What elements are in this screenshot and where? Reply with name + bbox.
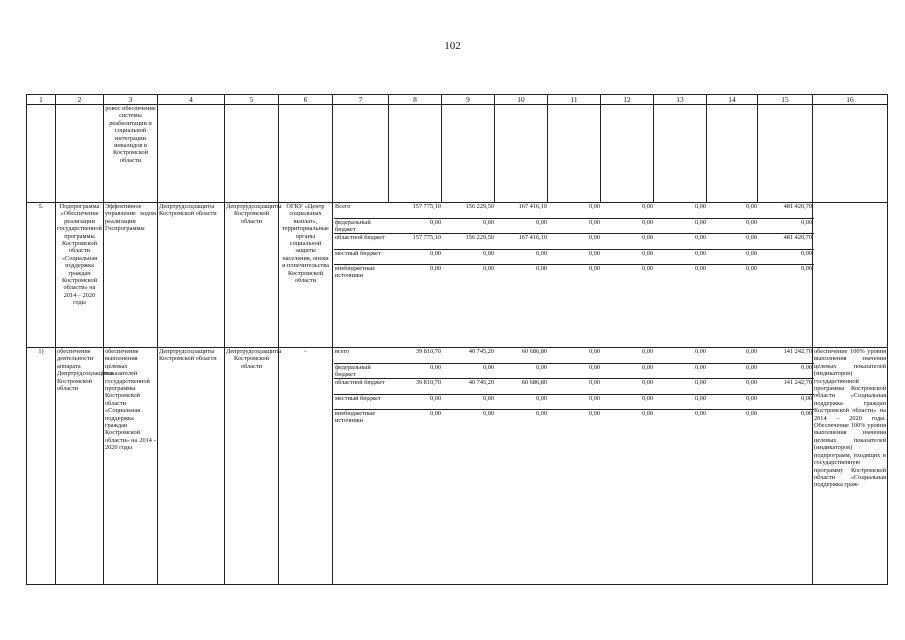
funding-amount: 481 420,70 [759, 203, 814, 218]
funding-amount: 0,00 [800, 410, 812, 417]
funding-amount: 0,00 [655, 203, 708, 218]
table-cell [279, 105, 333, 203]
funding-source-name: внебюджетные источники [335, 410, 376, 424]
coexecutor-cell: Депртрудсоцзащиты Костромской области [225, 348, 279, 585]
coexecutor-cell: Депртрудсоцзащиты Костромской области [225, 203, 279, 348]
table-cell [813, 105, 888, 203]
header-cell: 16 [813, 95, 888, 105]
header-cell: 15 [758, 95, 813, 105]
table-cell [813, 203, 888, 348]
funding-amount: 0,00 [708, 203, 759, 218]
funding-amount: 0,00 [602, 218, 655, 234]
funding-amount: 0,00 [655, 394, 708, 410]
funding-amount: 0,00 [588, 265, 600, 272]
table-header-row [27, 95, 888, 105]
budget-table [26, 94, 888, 585]
header-cell: 7 [333, 95, 389, 105]
funding-source-row [334, 265, 814, 280]
funding-amount: 0,00 [655, 218, 708, 234]
funding-amount: 0,00 [443, 218, 496, 234]
table-row [27, 105, 888, 203]
table-cell [389, 105, 442, 203]
funding-subtable [334, 203, 814, 280]
funding-amount: 0,00 [482, 265, 494, 272]
funding-subtable [334, 348, 814, 425]
table-cell [707, 105, 758, 203]
header-cell: 13 [654, 95, 707, 105]
funding-amount: 0,00 [602, 363, 655, 379]
table-cell [27, 105, 56, 203]
header-cell: 5 [225, 95, 279, 105]
funding-amount: 0,00 [602, 249, 655, 265]
funding-amount: 0,00 [655, 234, 708, 250]
funding-amount: 0,00 [549, 234, 602, 250]
funding-amount: 156 229,50 [443, 234, 496, 250]
table-cell [758, 105, 813, 203]
funding-amount: 0,00 [496, 394, 549, 410]
funding-source-name: Всего [334, 203, 390, 218]
funding-amount: 0,00 [602, 394, 655, 410]
indicator-cell: обеспечение 100% уровня выполнения значения целевых показателей (индикаторов) государственной программы Костромской области «Социальная поддержка граждан Костромской области» на 2014 – 2020 годы. Обеспечение 100% уровня выполнения значения целевых показателей (индикаторов) подпрограмм, входящих в государственную программу Костромской области «Социальная поддержка граж- [813, 348, 888, 585]
funding-amount: 0,00 [708, 348, 759, 363]
table-cell [548, 105, 601, 203]
funding-amount: 0,00 [482, 410, 494, 417]
funding-source-name: местный бюджет [334, 394, 390, 410]
funding-amount: 0,00 [759, 249, 814, 265]
table-cell [56, 105, 104, 203]
page-number: 102 [444, 40, 461, 52]
funding-amount: 0,00 [655, 249, 708, 265]
funding-amount: 0,00 [429, 410, 441, 417]
funding-source-name: федеральный бюджет [334, 363, 390, 379]
header-cell: 14 [707, 95, 758, 105]
funding-amount: 0,00 [549, 363, 602, 379]
funding-source-row [334, 203, 814, 218]
header-cell: 10 [495, 95, 548, 105]
header-cell: 9 [442, 95, 495, 105]
funding-amount: 0,00 [602, 203, 655, 218]
funding-amount: 39 810,70 [390, 379, 443, 395]
header-cell: 8 [389, 95, 442, 105]
funding-amount: 167 416,10 [496, 234, 549, 250]
header-cell: 3 [104, 95, 158, 105]
funding-amount: 0,00 [549, 203, 602, 218]
funding-source-row [334, 234, 814, 250]
table-cell [442, 105, 495, 203]
funding-amount: 0,00 [641, 410, 653, 417]
funding-source-row [334, 410, 814, 425]
funding-amount: 0,00 [390, 249, 443, 265]
funding-amount: 0,00 [708, 218, 759, 234]
funding-source-name: внебюджетные источники [335, 265, 376, 279]
funding-amount: 0,00 [443, 363, 496, 379]
funding-amount: 0,00 [655, 379, 708, 395]
funding-source-row [334, 218, 814, 234]
funding-amount: 0,00 [588, 410, 600, 417]
funding-amount: 0,00 [535, 410, 547, 417]
funding-amount: 0,00 [708, 394, 759, 410]
funding-amount: 0,00 [549, 218, 602, 234]
funding-amount: 0,00 [800, 265, 812, 272]
activity-name: обеспечение деятельности аппарата Депртрудсоцзащиты Костромской области [56, 348, 104, 585]
funding-amount: 0,00 [708, 234, 759, 250]
funding-amount: 141 242,70 [759, 348, 814, 363]
funding-amount: 167 416,10 [496, 203, 549, 218]
funding-source-row [334, 394, 814, 410]
funding-amount: 0,00 [496, 363, 549, 379]
funding-amount: 0,00 [655, 348, 708, 363]
funding-amount: 0,00 [535, 265, 547, 272]
funding-source-row [334, 363, 814, 379]
row-number: 1) [27, 348, 56, 585]
funding-amount: 0,00 [390, 363, 443, 379]
funding-amount: 0,00 [549, 249, 602, 265]
funding-amount: 0,00 [443, 394, 496, 410]
result-cell: Эффективное управление ходом реализации Госпрограммы [104, 203, 158, 348]
funding-source-name: областной бюджет [334, 379, 390, 395]
funding-amount: 157 775,10 [390, 203, 443, 218]
funding-amount: 0,00 [602, 379, 655, 395]
funding-amount: 0,00 [602, 234, 655, 250]
table-cell [225, 105, 279, 203]
table-cell [333, 105, 389, 203]
funding-amount: 0,00 [641, 265, 653, 272]
header-cell: 12 [601, 95, 654, 105]
funding-amount: 156 229,50 [443, 203, 496, 218]
funding-amount: 0,00 [496, 218, 549, 234]
funding-amount: 0,00 [390, 218, 443, 234]
executor-cell: Депртрудсоцзащиты Костромской области [158, 203, 225, 348]
funding-amount: 0,00 [694, 265, 706, 272]
funding-amount: 40 745,20 [443, 348, 496, 363]
funding-amount: 0,00 [549, 394, 602, 410]
result-cell: обеспечение выполнения целевых показателей государственной программы Костромской области «Социальная поддержка граждан Костромской области» на 2014 - 2020 годы [104, 348, 158, 585]
executor-cell: Депртрудсоцзащиты Костромской области [158, 348, 225, 585]
funding-amount: 0,00 [708, 363, 759, 379]
funding-amount: 39 810,70 [390, 348, 443, 363]
table-row [27, 348, 888, 585]
result-cell: ровос обеспечение системы реабилитации и социальной интеграции инвалидов в Костромской области [104, 105, 158, 203]
funding-amount: 60 686,80 [496, 379, 549, 395]
table-cell [654, 105, 707, 203]
funding-amount: 0,00 [759, 363, 814, 379]
funding-amount: 0,00 [443, 249, 496, 265]
table-cell [601, 105, 654, 203]
funding-source-name: областной бюджет [334, 234, 390, 250]
header-cell: 6 [279, 95, 333, 105]
funding-source-name: местный бюджет [334, 249, 390, 265]
funding-amount: 0,00 [745, 410, 757, 417]
funding-amount: 0,00 [390, 394, 443, 410]
funding-amount: 0,00 [745, 265, 757, 272]
funding-amount: 0,00 [549, 379, 602, 395]
table-row [27, 203, 888, 348]
row-number: 5. [27, 203, 56, 348]
funding-amount: 141 242,70 [759, 379, 814, 395]
funding-source-row [334, 249, 814, 265]
funding-source-row [334, 379, 814, 395]
funding-amount: 0,00 [602, 348, 655, 363]
funding-amount: 0,00 [708, 379, 759, 395]
funding-amount: 0,00 [694, 410, 706, 417]
table-cell [158, 105, 225, 203]
participant-cell: - [279, 348, 333, 585]
activity-name: Подпрограмма «Обеспечение реализации государственной программы Костромской области «Социальная поддержка граждан Костромской области» на 2014 – 2020 годы [56, 203, 104, 348]
header-cell: 11 [548, 95, 601, 105]
funding-amount: 481 420,70 [759, 234, 814, 250]
funding-amount: 0,00 [549, 348, 602, 363]
funding-amount: 0,00 [708, 249, 759, 265]
funding-source-name: всего [334, 348, 390, 363]
funding-source-name: федеральный бюджет [334, 218, 390, 234]
funding-source-row [334, 348, 814, 363]
funding-amount: 60 686,80 [496, 348, 549, 363]
header-cell: 2 [56, 95, 104, 105]
funding-amount: 40 745,20 [443, 379, 496, 395]
funding-subtable-cell [333, 203, 813, 348]
funding-amount: 0,00 [759, 218, 814, 234]
funding-amount: 0,00 [655, 363, 708, 379]
table-cell [495, 105, 548, 203]
funding-amount: 157 775,10 [390, 234, 443, 250]
participant-cell: ОГКУ «Центр социальных выплат», территориальные органы социальной защиты населения, опеки и попечительства Костромской области [279, 203, 333, 348]
funding-amount: 0,00 [429, 265, 441, 272]
funding-amount: 0,00 [496, 249, 549, 265]
funding-amount: 0,00 [759, 394, 814, 410]
header-cell: 4 [158, 95, 225, 105]
funding-subtable-cell [333, 348, 813, 585]
header-cell: 1 [27, 95, 56, 105]
